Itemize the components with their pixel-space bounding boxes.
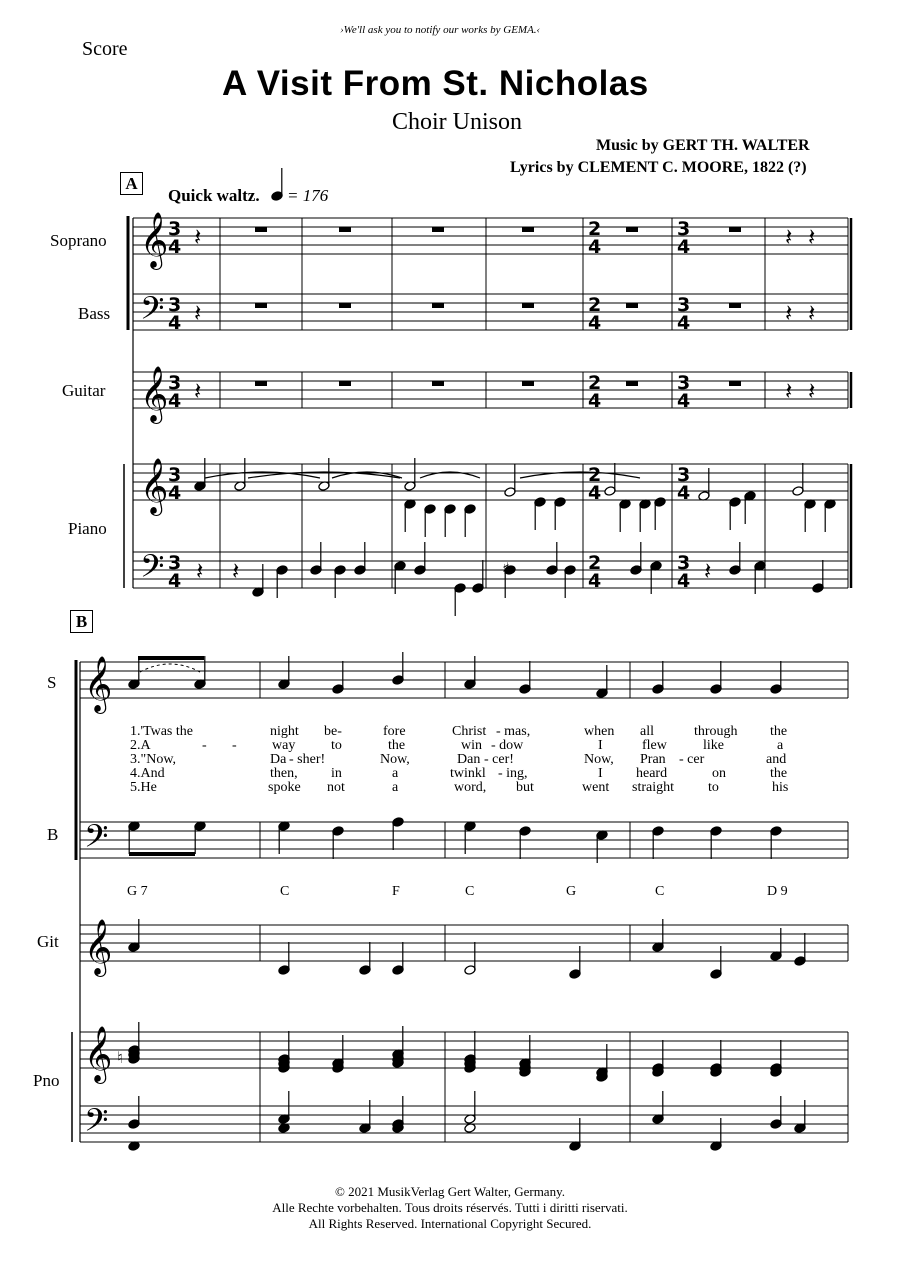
quarter-rest-icon: 𝄽	[808, 299, 816, 327]
instrument-guitar: Guitar	[62, 381, 106, 400]
lyric-syllable: twinkl	[450, 766, 486, 781]
lyric-syllable: a	[777, 738, 784, 753]
note-beam	[138, 656, 204, 660]
lyric-syllable: - cer!	[484, 752, 514, 767]
time-signature-icon: 4	[168, 570, 182, 592]
lyric-syllable: to	[331, 738, 342, 753]
tempo-value: = 176	[287, 186, 329, 205]
instrument-bass: Bass	[78, 304, 111, 323]
lyric-syllable: spoke	[268, 780, 301, 795]
time-signature-icon: 3	[677, 294, 691, 316]
lyrics-credit: Lyrics by CLEMENT C. MOORE, 1822 (?)	[510, 159, 807, 176]
lyric-syllable: when	[584, 724, 615, 739]
lyric-syllable: way	[272, 738, 296, 753]
lyric-syllable: a	[392, 780, 399, 795]
time-signature-icon: 4	[588, 312, 602, 334]
lyric-syllable: but	[516, 780, 534, 795]
chord-symbol: D 9	[767, 884, 788, 899]
lyric-syllable: Now,	[584, 752, 614, 767]
lyric-syllable: all	[640, 724, 654, 739]
lyric-syllable: in	[331, 766, 342, 781]
chord-symbol: C	[655, 884, 665, 899]
lyric-syllable: - dow	[491, 738, 524, 753]
piece-subtitle: Choir Unison	[392, 109, 523, 135]
chord-symbol: C	[465, 884, 475, 899]
bass-clef-icon: 𝄢	[140, 290, 165, 334]
lyric-syllable: to	[708, 780, 719, 795]
time-signature-icon: 3	[677, 552, 691, 574]
quarter-rest-icon: 𝄽	[194, 223, 202, 251]
lyric-syllable: not	[327, 780, 345, 795]
instrument-soprano: Soprano	[50, 231, 107, 250]
lyric-syllable: Da	[270, 752, 287, 767]
lyric-syllable: Pran	[640, 752, 666, 767]
whole-rest-icon	[522, 381, 534, 386]
instrument-piano: Piano	[68, 519, 107, 538]
time-signature-icon: 3	[168, 464, 182, 486]
lyric-syllable: and	[766, 752, 787, 767]
lyric-syllable: - sher!	[289, 752, 326, 767]
time-signature-icon: 4	[677, 236, 691, 258]
lyric-syllable: be-	[324, 724, 342, 739]
quarter-rest-icon: 𝄽	[194, 299, 202, 327]
treble-clef-icon: 𝄞	[140, 366, 169, 422]
lyric-syllable: fore	[383, 724, 406, 739]
whole-rest-icon	[626, 381, 638, 386]
whole-rest-icon	[339, 303, 351, 308]
lyric-syllable: a	[392, 766, 399, 781]
copyright-secured-line: All Rights Reserved. International Copyright Secured.	[308, 1216, 592, 1231]
whole-rest-icon	[432, 381, 444, 386]
lyric-syllable: 3."Now,	[130, 752, 177, 767]
treble-clef-icon: 𝄞	[84, 919, 113, 975]
quarter-rest-icon: 𝄽	[785, 223, 793, 251]
lyric-syllable: flew	[642, 738, 667, 753]
whole-rest-icon	[522, 303, 534, 308]
whole-rest-icon	[729, 303, 741, 308]
rehearsal-mark-b: B	[70, 610, 93, 633]
time-signature-icon: 3	[168, 294, 182, 316]
gema-notice: ›We'll ask you to notify our works by GEMA.‹	[340, 24, 541, 36]
lyric-syllable: Christ	[452, 724, 487, 739]
time-signature-icon: 4	[588, 482, 602, 504]
lyric-syllable: heard	[636, 766, 668, 781]
time-signature-icon: 4	[677, 312, 691, 334]
bass-clef-icon: 𝄢	[84, 818, 109, 862]
bass-clef-icon: 𝄢	[140, 548, 165, 592]
lyric-syllable: - mas,	[496, 724, 531, 739]
chord-symbol: C	[280, 884, 290, 899]
instrument-git: Git	[37, 932, 59, 951]
lyric-syllable: straight	[632, 780, 674, 795]
lyric-syllable: Dan	[457, 752, 481, 767]
lyric-syllable: 4.And	[130, 766, 165, 781]
whole-rest-icon	[255, 381, 267, 386]
tempo-text: Quick waltz.	[168, 186, 260, 205]
quarter-rest-icon: 𝄽	[194, 377, 202, 405]
bass-clef-icon: 𝄢	[84, 1102, 109, 1146]
lyric-syllable: the	[770, 724, 788, 739]
quarter-rest-icon: 𝄽	[808, 377, 816, 405]
lyric-syllable: night	[270, 724, 299, 739]
whole-rest-icon	[729, 227, 741, 232]
lyric-syllable: 5.He	[130, 780, 157, 795]
treble-clef-icon: 𝄞	[140, 212, 169, 268]
time-signature-icon: 4	[677, 482, 691, 504]
lyric-syllable: like	[703, 738, 724, 753]
instrument-b: B	[47, 825, 59, 844]
lyric-syllable: 1.'Twas the	[130, 724, 193, 739]
quarter-rest-icon: 𝄽	[196, 557, 204, 585]
music-credit: Music by GERT TH. WALTER	[596, 137, 810, 154]
lyric-syllable: went	[582, 780, 610, 795]
time-signature-icon: 2	[588, 294, 602, 316]
chord-symbol: G 7	[127, 884, 148, 899]
whole-rest-icon	[255, 303, 267, 308]
quarter-rest-icon: 𝄽	[785, 377, 793, 405]
instrument-s: S	[47, 673, 57, 692]
time-signature-icon: 2	[588, 464, 602, 486]
time-signature-icon: 3	[168, 552, 182, 574]
lyric-syllable: the	[770, 766, 788, 781]
whole-rest-icon	[255, 227, 267, 232]
score-label: Score	[82, 38, 128, 60]
time-signature-icon: 3	[168, 218, 182, 240]
lyric-syllable: I	[598, 766, 603, 781]
lyric-syllable: word,	[454, 780, 487, 795]
treble-clef-icon: 𝄞	[84, 1026, 113, 1082]
chord-symbol: F	[392, 884, 400, 899]
time-signature-icon: 4	[168, 482, 182, 504]
chord-symbol: G	[566, 884, 577, 899]
rehearsal-mark-a: A	[120, 172, 143, 195]
lyric-syllable: Now,	[380, 752, 410, 767]
lyric-syllable: win	[461, 738, 482, 753]
time-signature-icon: 4	[168, 236, 182, 258]
lyric-syllable: 2.A	[130, 738, 151, 753]
lyric-syllable: -	[232, 738, 237, 753]
time-signature-icon: 4	[677, 570, 691, 592]
quarter-rest-icon: 𝄽	[232, 557, 240, 585]
whole-rest-icon	[339, 381, 351, 386]
time-signature-icon: 4	[588, 390, 602, 412]
treble-clef-icon: 𝄞	[84, 656, 113, 712]
lyric-syllable: -	[202, 738, 207, 753]
time-signature-icon: 2	[588, 552, 602, 574]
quarter-rest-icon: 𝄽	[808, 223, 816, 251]
quarter-rest-icon: 𝄽	[785, 299, 793, 327]
lyric-syllable: I	[598, 738, 603, 753]
instrument-pno: Pno	[33, 1071, 60, 1090]
whole-rest-icon	[339, 227, 351, 232]
quarter-rest-icon: 𝄽	[704, 557, 712, 585]
whole-rest-icon	[626, 227, 638, 232]
whole-rest-icon	[522, 227, 534, 232]
lyric-syllable: then,	[270, 766, 298, 781]
time-signature-icon: 2	[588, 218, 602, 240]
whole-rest-icon	[729, 381, 741, 386]
lyric-syllable: his	[772, 780, 789, 795]
lyric-syllable: - cer	[679, 752, 705, 767]
whole-rest-icon	[432, 227, 444, 232]
time-signature-icon: 3	[677, 372, 691, 394]
time-signature-icon: 4	[677, 390, 691, 412]
time-signature-icon: 3	[677, 218, 691, 240]
natural-icon: ♮	[117, 1048, 123, 1067]
lyric-syllable: on	[712, 766, 726, 781]
note-beam	[129, 852, 195, 856]
whole-rest-icon	[626, 303, 638, 308]
time-signature-icon: 3	[677, 464, 691, 486]
lyric-syllable: through	[694, 724, 738, 739]
treble-clef-icon: 𝄞	[140, 458, 169, 514]
time-signature-icon: 3	[168, 372, 182, 394]
whole-rest-icon	[432, 303, 444, 308]
sharp-icon: ♯	[502, 559, 510, 578]
time-signature-icon: 4	[588, 236, 602, 258]
piece-title: A Visit From St. Nicholas	[222, 64, 649, 103]
time-signature-icon: 4	[168, 312, 182, 334]
time-signature-icon: 4	[588, 570, 602, 592]
time-signature-icon: 2	[588, 372, 602, 394]
time-signature-icon: 4	[168, 390, 182, 412]
lyric-syllable: - ing,	[498, 766, 528, 781]
copyright-line: © 2021 MusikVerlag Gert Walter, Germany.	[335, 1184, 565, 1199]
rights-line: Alle Rechte vorbehalten. Tous droits réservés. Tutti i diritti riservati.	[272, 1200, 628, 1215]
lyric-syllable: the	[388, 738, 406, 753]
